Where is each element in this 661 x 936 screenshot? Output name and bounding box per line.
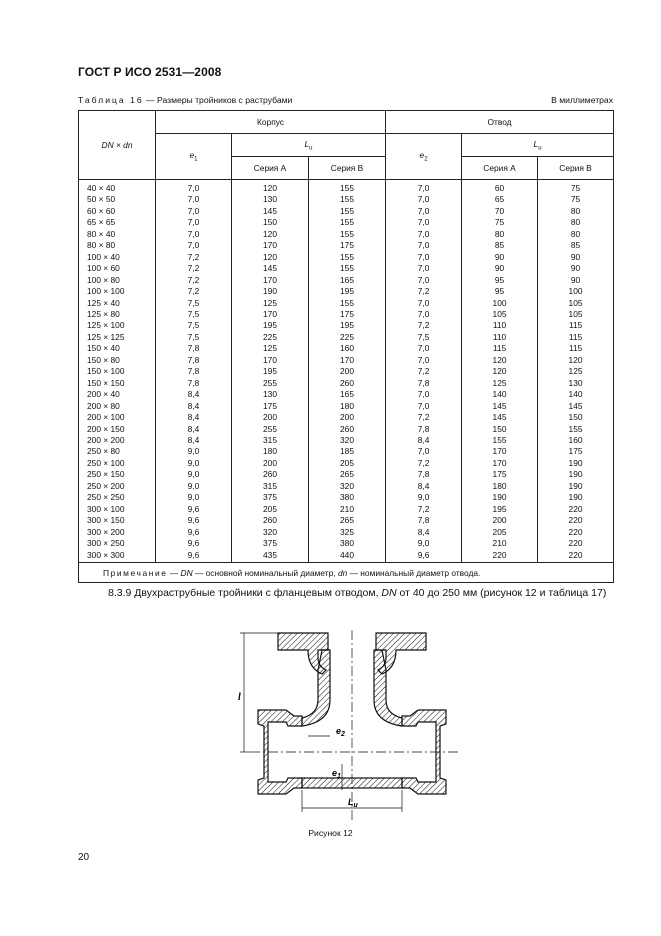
table-cell: 7,0 xyxy=(386,194,462,205)
table-cell: 7,0 xyxy=(386,309,462,320)
table-cell: 7,8 xyxy=(386,378,462,389)
table-cell: 155 xyxy=(309,206,386,217)
table-cell: 7,5 xyxy=(156,320,232,331)
table-cell: 7,8 xyxy=(156,343,232,354)
table-cell: 9,0 xyxy=(156,469,232,480)
table-cell: 205 xyxy=(462,527,538,538)
table-cell: 9,0 xyxy=(156,446,232,457)
table-cell: 145 xyxy=(232,263,309,274)
table-cell: 380 xyxy=(309,538,386,549)
table-row xyxy=(79,424,614,435)
cell-dn: 65 × 65 xyxy=(79,217,156,228)
table-cell: 7,5 xyxy=(156,309,232,320)
table-cell: 7,0 xyxy=(386,275,462,286)
table-cell: 255 xyxy=(232,424,309,435)
header-body-series-b: Серия В xyxy=(309,157,386,180)
table-cell: 320 xyxy=(232,527,309,538)
table-cell: 7,0 xyxy=(156,180,232,195)
table-row xyxy=(79,275,614,286)
table-cell: 190 xyxy=(538,481,614,492)
table-cell: 145 xyxy=(462,401,538,412)
cell-dn: 100 × 80 xyxy=(79,275,156,286)
table-cell: 7,8 xyxy=(156,366,232,377)
table-cell: 315 xyxy=(232,435,309,446)
table-cell: 90 xyxy=(462,252,538,263)
table-cell: 7,8 xyxy=(386,469,462,480)
cell-dn: 300 × 250 xyxy=(79,538,156,549)
header-branch: Отвод xyxy=(386,111,614,134)
table-cell: 155 xyxy=(309,229,386,240)
table-cell: 8,4 xyxy=(386,481,462,492)
table-caption-label: Таблица 16 xyxy=(78,95,144,105)
cell-dn: 60 × 60 xyxy=(79,206,156,217)
table-cell: 175 xyxy=(462,469,538,480)
label-lu: $L_u$ xyxy=(348,797,358,809)
table-row xyxy=(79,538,614,549)
table-cell: 165 xyxy=(309,275,386,286)
table-cell: 9,0 xyxy=(386,492,462,503)
table-cell: 145 xyxy=(462,412,538,423)
table-cell: 7,0 xyxy=(156,240,232,251)
table-cell: 7,8 xyxy=(156,378,232,389)
table-cell: 260 xyxy=(232,469,309,480)
table-cell: 115 xyxy=(538,343,614,354)
table-cell: 210 xyxy=(462,538,538,549)
table-cell: 175 xyxy=(232,401,309,412)
table-row xyxy=(79,320,614,331)
table-cell: 7,5 xyxy=(156,332,232,343)
table-cell: 7,2 xyxy=(386,366,462,377)
table-cell: 7,0 xyxy=(156,194,232,205)
table-cell: 325 xyxy=(309,527,386,538)
table-cell: 155 xyxy=(309,263,386,274)
header-e1: $e_1$ xyxy=(156,134,232,180)
header-branch-series-a: Серия А xyxy=(462,157,538,180)
table-cell: 8,4 xyxy=(386,527,462,538)
cell-dn: 125 × 40 xyxy=(79,298,156,309)
table-cell: 120 xyxy=(232,229,309,240)
table-cell: 375 xyxy=(232,492,309,503)
page-number: 20 xyxy=(78,852,90,863)
table-cell: 170 xyxy=(232,240,309,251)
cell-dn: 300 × 200 xyxy=(79,527,156,538)
table-row xyxy=(79,527,614,538)
table-cell: 320 xyxy=(309,481,386,492)
table-cell: 95 xyxy=(462,275,538,286)
cell-dn: 150 × 80 xyxy=(79,355,156,366)
cell-dn: 250 × 100 xyxy=(79,458,156,469)
table-cell: 210 xyxy=(309,504,386,515)
table-cell: 175 xyxy=(309,240,386,251)
table-cell: 195 xyxy=(462,504,538,515)
table-cell: 160 xyxy=(538,435,614,446)
table-cell: 115 xyxy=(462,343,538,354)
table-row xyxy=(79,240,614,251)
table-cell: 180 xyxy=(232,446,309,457)
table-caption xyxy=(78,95,292,105)
table-cell: 9,6 xyxy=(156,504,232,515)
table-row xyxy=(79,263,614,274)
table-cell: 255 xyxy=(232,378,309,389)
table-cell: 190 xyxy=(462,492,538,503)
table-cell: 150 xyxy=(232,217,309,228)
table-row xyxy=(79,332,614,343)
cell-dn: 300 × 100 xyxy=(79,504,156,515)
table-cell: 170 xyxy=(309,355,386,366)
table-cell: 120 xyxy=(462,355,538,366)
table-cell: 175 xyxy=(309,309,386,320)
table-cell: 185 xyxy=(309,446,386,457)
cell-dn: 100 × 100 xyxy=(79,286,156,297)
table-cell: 220 xyxy=(538,515,614,526)
table-cell: 8,4 xyxy=(156,424,232,435)
cell-dn: 150 × 100 xyxy=(79,366,156,377)
cell-dn: 300 × 150 xyxy=(79,515,156,526)
table-cell: 155 xyxy=(309,298,386,309)
table-cell: 125 xyxy=(232,343,309,354)
table-cell: 7,2 xyxy=(386,286,462,297)
table-row xyxy=(79,515,614,526)
header-dn: DN × dn xyxy=(79,111,156,180)
table-cell: 265 xyxy=(309,469,386,480)
table-row xyxy=(79,550,614,563)
table-row xyxy=(79,492,614,503)
cell-dn: 100 × 40 xyxy=(79,252,156,263)
table-cell: 7,5 xyxy=(156,298,232,309)
label-e2: $e_2$ xyxy=(336,726,345,738)
table-cell: 90 xyxy=(538,252,614,263)
table-cell: 70 xyxy=(462,206,538,217)
table-cell: 170 xyxy=(232,309,309,320)
cell-dn: 250 × 150 xyxy=(79,469,156,480)
cell-dn: 250 × 80 xyxy=(79,446,156,457)
table-cell: 9,6 xyxy=(156,527,232,538)
table-cell: 150 xyxy=(538,412,614,423)
table-cell: 105 xyxy=(462,309,538,320)
table-cell: 7,2 xyxy=(156,252,232,263)
table-cell: 75 xyxy=(538,194,614,205)
table-cell: 145 xyxy=(232,206,309,217)
cell-dn: 150 × 150 xyxy=(79,378,156,389)
cell-dn: 50 × 50 xyxy=(79,194,156,205)
table-cell: 190 xyxy=(538,469,614,480)
table-row xyxy=(79,298,614,309)
table-note: Примечание — DN — основной номинальный диаметр, dn — номинальный диаметр отвода. xyxy=(79,562,614,582)
table-cell: 7,0 xyxy=(156,217,232,228)
table-cell: 190 xyxy=(538,458,614,469)
table-cell: 105 xyxy=(538,309,614,320)
table-cell: 150 xyxy=(462,424,538,435)
tee-drawing xyxy=(238,630,466,825)
table-cell: 7,8 xyxy=(386,424,462,435)
table-cell: 90 xyxy=(538,263,614,274)
table-cell: 125 xyxy=(462,378,538,389)
table-cell: 190 xyxy=(538,492,614,503)
table-row xyxy=(79,366,614,377)
table-cell: 155 xyxy=(309,252,386,263)
table-cell: 375 xyxy=(232,538,309,549)
table-cell: 7,0 xyxy=(386,240,462,251)
table-cell: 195 xyxy=(232,320,309,331)
table-cell: 265 xyxy=(309,515,386,526)
cell-dn: 200 × 200 xyxy=(79,435,156,446)
table-cell: 130 xyxy=(232,389,309,400)
table-cell: 220 xyxy=(538,550,614,563)
header-body: Корпус xyxy=(156,111,386,134)
table-cell: 7,0 xyxy=(386,389,462,400)
table-cell: 200 xyxy=(232,412,309,423)
table-row xyxy=(79,206,614,217)
table-cell: 7,0 xyxy=(386,206,462,217)
table-cell: 435 xyxy=(232,550,309,563)
cell-dn: 125 × 125 xyxy=(79,332,156,343)
table-cell: 225 xyxy=(232,332,309,343)
table-cell: 140 xyxy=(538,389,614,400)
table-cell: 200 xyxy=(309,412,386,423)
table-cell: 7,0 xyxy=(386,263,462,274)
header-branch-lu: $L_u$ xyxy=(462,134,614,157)
table-row xyxy=(79,412,614,423)
cell-dn: 80 × 40 xyxy=(79,229,156,240)
table-cell: 7,0 xyxy=(386,298,462,309)
table-row xyxy=(79,229,614,240)
table-cell: 115 xyxy=(538,320,614,331)
table-row xyxy=(79,355,614,366)
table-cell: 225 xyxy=(309,332,386,343)
table-cell: 80 xyxy=(538,206,614,217)
table-cell: 315 xyxy=(232,481,309,492)
table-cell: 7,2 xyxy=(156,263,232,274)
table-cell: 7,2 xyxy=(386,412,462,423)
cell-dn: 300 × 300 xyxy=(79,550,156,563)
cell-dn: 100 × 60 xyxy=(79,263,156,274)
cell-dn: 80 × 80 xyxy=(79,240,156,251)
table-caption-text: — Размеры тройников с раструбами xyxy=(143,95,293,105)
header-body-lu: $L_u$ xyxy=(232,134,386,157)
table-cell: 380 xyxy=(309,492,386,503)
table-cell: 7,0 xyxy=(156,229,232,240)
table-cell: 180 xyxy=(309,401,386,412)
table-cell: 205 xyxy=(232,504,309,515)
table-cell: 7,8 xyxy=(386,515,462,526)
table-cell: 7,2 xyxy=(386,458,462,469)
table-cell: 8,4 xyxy=(156,435,232,446)
table-cell: 8,4 xyxy=(386,435,462,446)
table-cell: 205 xyxy=(309,458,386,469)
table-cell: 110 xyxy=(462,332,538,343)
table-cell: 7,0 xyxy=(386,401,462,412)
table-cell: 80 xyxy=(538,217,614,228)
table-cell: 220 xyxy=(538,538,614,549)
table-row xyxy=(79,286,614,297)
table-cell: 7,0 xyxy=(386,355,462,366)
table-cell: 195 xyxy=(309,320,386,331)
table-cell: 220 xyxy=(538,527,614,538)
table-cell: 125 xyxy=(538,366,614,377)
table-cell: 7,2 xyxy=(156,286,232,297)
table-cell: 120 xyxy=(232,252,309,263)
table-cell: 180 xyxy=(462,481,538,492)
cell-dn: 40 × 40 xyxy=(79,180,156,195)
table-cell: 7,2 xyxy=(386,320,462,331)
cell-dn: 125 × 80 xyxy=(79,309,156,320)
label-l: l xyxy=(238,692,241,703)
table-row xyxy=(79,309,614,320)
table-cell: 115 xyxy=(538,332,614,343)
table-cell: 190 xyxy=(232,286,309,297)
table-cell: 95 xyxy=(462,286,538,297)
table-cell: 9,6 xyxy=(386,550,462,563)
cell-dn: 125 × 100 xyxy=(79,320,156,331)
table-cell: 65 xyxy=(462,194,538,205)
table-row xyxy=(79,401,614,412)
table-cell: 80 xyxy=(462,229,538,240)
table-cell: 7,0 xyxy=(386,343,462,354)
table-cell: 9,6 xyxy=(156,515,232,526)
table-cell: 7,0 xyxy=(386,217,462,228)
table-cell: 170 xyxy=(232,355,309,366)
table-cell: 125 xyxy=(232,298,309,309)
table-cell: 170 xyxy=(462,446,538,457)
label-e1: $e_1$ xyxy=(332,768,341,780)
table-cell: 155 xyxy=(538,424,614,435)
table-row xyxy=(79,217,614,228)
table-cell: 7,0 xyxy=(386,252,462,263)
table-cell: 100 xyxy=(462,298,538,309)
table-cell: 9,0 xyxy=(386,538,462,549)
table-cell: 175 xyxy=(538,446,614,457)
table-cell: 90 xyxy=(462,263,538,274)
table-cell: 110 xyxy=(462,320,538,331)
table-cell: 170 xyxy=(232,275,309,286)
table-cell: 9,0 xyxy=(156,481,232,492)
table-body xyxy=(79,180,614,563)
standard-header: ГОСТ Р ИСО 2531—2008 xyxy=(78,65,222,79)
table-row xyxy=(79,389,614,400)
table-row xyxy=(79,252,614,263)
cell-dn: 200 × 80 xyxy=(79,401,156,412)
table-cell: 145 xyxy=(538,401,614,412)
cell-dn: 200 × 100 xyxy=(79,412,156,423)
table-units: В миллиметрах xyxy=(551,95,613,105)
table-cell: 195 xyxy=(232,366,309,377)
table-cell: 220 xyxy=(462,550,538,563)
table-cell: 105 xyxy=(538,298,614,309)
cell-dn: 250 × 200 xyxy=(79,481,156,492)
table-cell: 130 xyxy=(232,194,309,205)
table-cell: 260 xyxy=(232,515,309,526)
cell-dn: 200 × 40 xyxy=(79,389,156,400)
table-cell: 260 xyxy=(309,378,386,389)
table-row xyxy=(79,378,614,389)
table-cell: 160 xyxy=(309,343,386,354)
cell-dn: 200 × 150 xyxy=(79,424,156,435)
table-cell: 7,0 xyxy=(386,446,462,457)
table-cell: 440 xyxy=(309,550,386,563)
table-cell: 200 xyxy=(309,366,386,377)
tee-dimensions-table xyxy=(78,110,614,583)
cell-dn: 250 × 250 xyxy=(79,492,156,503)
table-row xyxy=(79,343,614,354)
table-cell: 9,0 xyxy=(156,458,232,469)
table-row xyxy=(79,446,614,457)
table-cell: 320 xyxy=(309,435,386,446)
table-row xyxy=(79,458,614,469)
table-cell: 200 xyxy=(232,458,309,469)
table-cell: 8,4 xyxy=(156,412,232,423)
table-cell: 7,2 xyxy=(156,275,232,286)
table-cell: 85 xyxy=(462,240,538,251)
table-row xyxy=(79,481,614,492)
table-cell: 75 xyxy=(462,217,538,228)
table-cell: 260 xyxy=(309,424,386,435)
table-cell: 60 xyxy=(462,180,538,195)
table-row xyxy=(79,469,614,480)
table-cell: 7,5 xyxy=(386,332,462,343)
table-cell: 9,6 xyxy=(156,538,232,549)
table-cell: 100 xyxy=(538,286,614,297)
table-row xyxy=(79,180,614,195)
header-e2: $e_2$ xyxy=(386,134,462,180)
table-cell: 75 xyxy=(538,180,614,195)
section-paragraph: 8.3.9 Двухраструбные тройники с фланцевым отводом, DN от 40 до 250 мм (рисунок 12 и таблица 17) xyxy=(108,587,607,599)
table-cell: 140 xyxy=(462,389,538,400)
table-cell: 165 xyxy=(309,389,386,400)
table-cell: 85 xyxy=(538,240,614,251)
table-cell: 120 xyxy=(462,366,538,377)
table-cell: 8,4 xyxy=(156,389,232,400)
table-cell: 7,8 xyxy=(156,355,232,366)
table-cell: 155 xyxy=(309,180,386,195)
table-cell: 170 xyxy=(462,458,538,469)
table-cell: 120 xyxy=(232,180,309,195)
header-branch-series-b: Серия В xyxy=(538,157,614,180)
table-cell: 200 xyxy=(462,515,538,526)
table-cell: 7,2 xyxy=(386,504,462,515)
table-row xyxy=(79,504,614,515)
table-cell: 7,0 xyxy=(386,180,462,195)
table-cell: 80 xyxy=(538,229,614,240)
figure-caption: Рисунок 12 xyxy=(308,828,353,838)
table-cell: 120 xyxy=(538,355,614,366)
table-cell: 7,0 xyxy=(386,229,462,240)
table-row xyxy=(79,435,614,446)
table-cell: 195 xyxy=(309,286,386,297)
header-body-series-a: Серия А xyxy=(232,157,309,180)
table-cell: 9,6 xyxy=(156,550,232,563)
table-cell: 8,4 xyxy=(156,401,232,412)
table-cell: 220 xyxy=(538,504,614,515)
table-cell: 7,0 xyxy=(156,206,232,217)
cell-dn: 150 × 40 xyxy=(79,343,156,354)
table-cell: 9,0 xyxy=(156,492,232,503)
table-cell: 130 xyxy=(538,378,614,389)
table-cell: 155 xyxy=(462,435,538,446)
table-row xyxy=(79,194,614,205)
table-cell: 90 xyxy=(538,275,614,286)
table-cell: 155 xyxy=(309,194,386,205)
table-cell: 155 xyxy=(309,217,386,228)
